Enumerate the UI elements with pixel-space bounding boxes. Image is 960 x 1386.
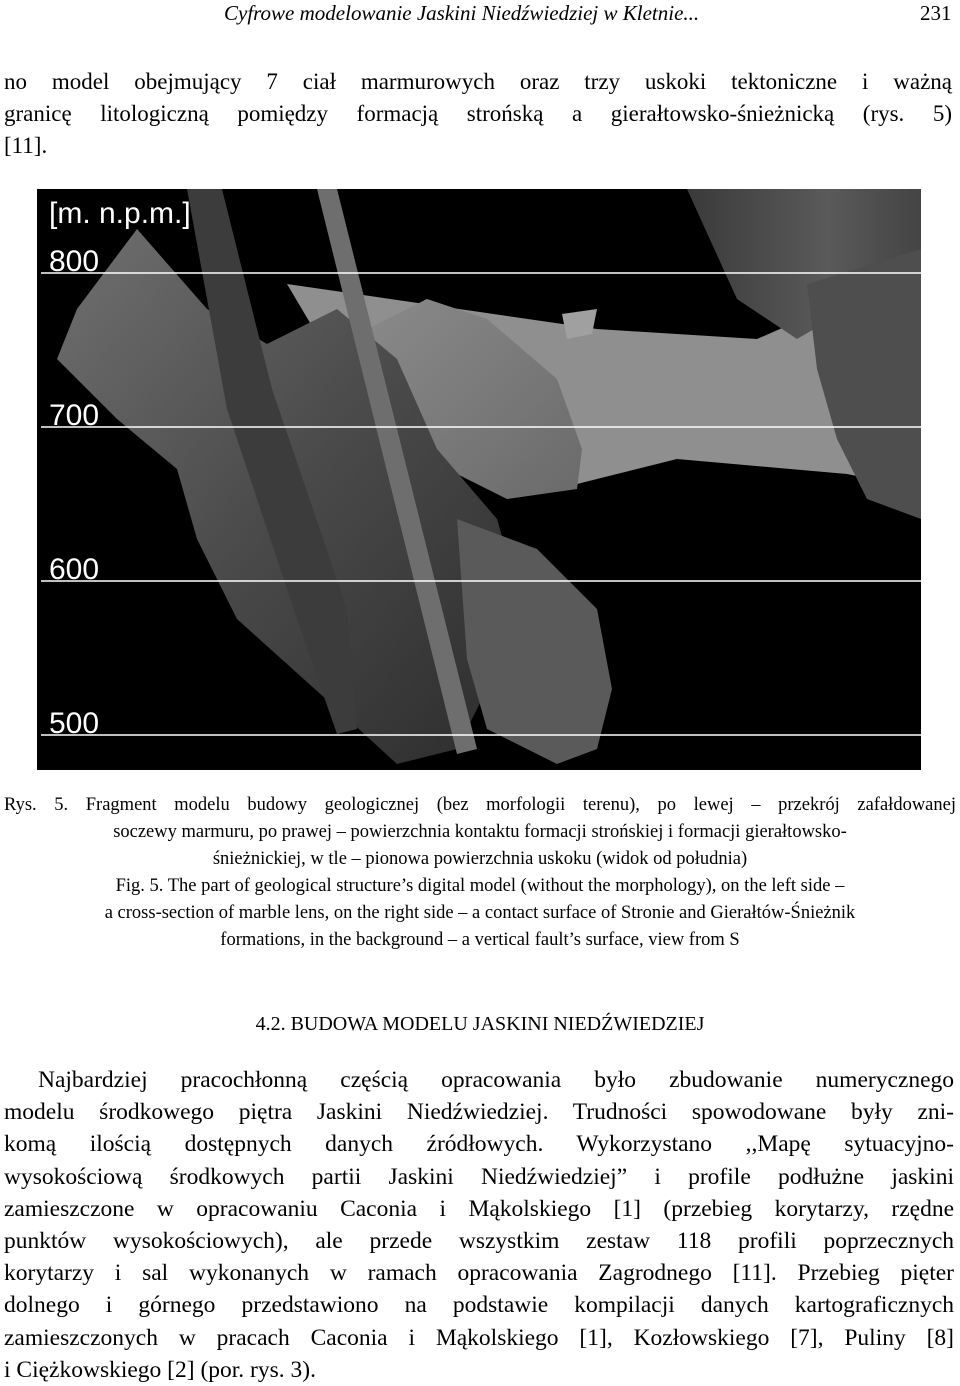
intro-paragraph: [4, 66, 952, 162]
caption-en-line: Fig. 5. The part of geological structure’s digital model (without the morphology), on the left side –: [115, 876, 845, 896]
body-line: i Ciężkowskiego [2] (por. rys. 3).: [4, 1356, 316, 1383]
page-number: 231: [920, 1, 952, 25]
body-line: komą ilością dostępnych danych źródłowych. Wykorzystano ,,Mapę sytuacyjno-: [4, 1131, 954, 1158]
elevation-label-700: 700: [49, 399, 100, 432]
section-heading: 4.2. BUDOWA MODELU JASKINI NIEDŹWIEDZIEJ: [255, 1013, 705, 1035]
geological-model-figure: [37, 189, 921, 770]
body-line: modelu środkowego piętra Jaskini Niedźwiedziej. Trudności spowodowane były zni-: [4, 1099, 954, 1126]
contact-surface-right: [807, 249, 921, 519]
caption-en-line: formations, in the background – a vertical fault’s surface, view from S: [220, 930, 740, 950]
intro-line: granicę litologiczną pomiędzy formacją strońską a gierałtowsko-śnieżnicką (rys. 5): [4, 101, 952, 126]
body-line: Najbardziej pracochłonną częścią opracowania było zbudowanie numerycznego: [38, 1067, 954, 1093]
figure-caption: [4, 792, 956, 954]
body-paragraph: [4, 1064, 954, 1386]
geological-model-render: [37, 189, 921, 770]
running-head: [0, 0, 960, 28]
elevation-label-600: 600: [49, 553, 100, 586]
running-head-title: Cyfrowe modelowanie Jaskini Niedźwiedziej w Kletnie...: [224, 1, 700, 25]
elevation-label-800: 800: [49, 245, 100, 278]
intro-line: [11].: [4, 133, 48, 158]
body-line: zamieszczone w opracowaniu Caconia i Mąkolskiego [1] (przebieg korytarzy, rzędne: [4, 1195, 954, 1222]
body-line: punktów wysokościowych), ale przede wszystkim zestaw 118 profili poprzecznych: [4, 1228, 954, 1255]
elevation-label-500: 500: [49, 707, 100, 740]
caption-pl-line: śnieżnickiej, w tle – pionowa powierzchnia uskoku (widok od południa): [212, 849, 748, 869]
marble-lens-lower: [457, 519, 612, 764]
body-line: dolnego i górnego przedstawiono na podstawie kompilacji danych kartograficznych: [4, 1292, 954, 1319]
unit-label: [m. n.p.m.]: [49, 197, 191, 230]
body-line: wysokościową środkowych partii Jaskini Niedźwiedziej” i profile podłużne jaskini: [4, 1163, 954, 1190]
caption-en-line: a cross-section of marble lens, on the right side – a contact surface of Stronie and Gierałtów-Śnieżnik: [104, 903, 856, 923]
body-line: zamieszczonych w pracach Caconia i Mąkolskiego [1], Kozłowskiego [7], Puliny [8]: [4, 1324, 954, 1351]
body-line: korytarzy i sal wykonanych w ramach opracowania Zagrodnego [11]. Przebieg pięter: [4, 1260, 954, 1287]
intro-line: no model obejmujący 7 ciał marmurowych oraz trzy uskoki tektoniczne i ważną: [4, 69, 952, 94]
caption-pl-line: soczewy marmuru, po prawej – powierzchnia kontaktu formacji strońskiej i formacji gierałtowsko-: [113, 822, 847, 842]
caption-pl-line: Rys. 5. Fragment modelu budowy geologicznej (bez morfologii terenu), po lewej – przekrój zafałdowanej: [4, 795, 956, 815]
